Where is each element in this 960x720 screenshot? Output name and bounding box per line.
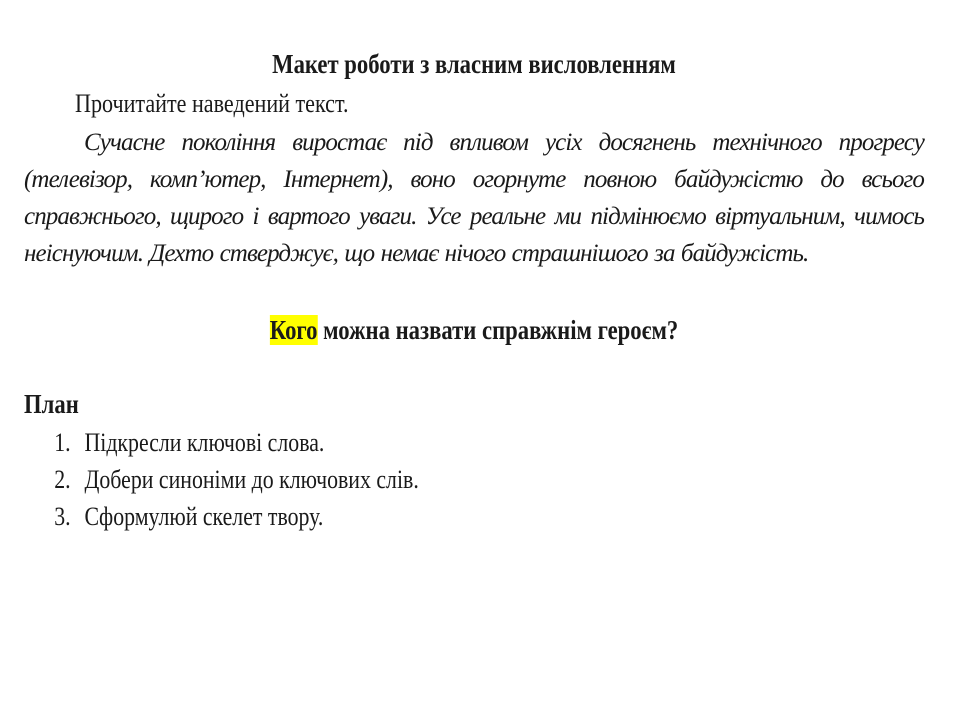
document-title: Макет роботи з власним висловленням <box>272 49 676 79</box>
question-heading <box>96 310 852 350</box>
plan-item-number: 1. <box>54 428 71 457</box>
plan-item <box>24 498 780 535</box>
intro-instruction: Прочитайте наведений текст. <box>75 89 349 118</box>
quote-text: Сучасне покоління виростає під впливом усіх досягнень технічного прогресу (телевізор, комп’ютер, Інтернет), воно огорнуте повною байдужістю до всього справжнього, щирого і вартого уваги. Усе реальне ми підмінюємо віртуальним, чимось неіснуючим. Дехто стверджує, що немає нічого страшнішого за байдужість. <box>24 129 924 267</box>
plan-item-text: Сформулюй скелет твору. <box>84 502 324 531</box>
plan-item-text: Добери синоніми до ключових слів. <box>84 465 419 494</box>
document-page <box>24 44 924 535</box>
question-rest: можна назвати справжнім героєм? <box>317 315 679 345</box>
plan-list <box>24 424 924 535</box>
plan-item <box>24 461 780 498</box>
highlighted-word: Кого <box>269 315 318 345</box>
plan-item-number: 3. <box>54 502 71 531</box>
plan-item-text: Підкресли ключові слова. <box>84 428 325 457</box>
plan-item-number: 2. <box>54 465 71 494</box>
plan-title: План <box>24 389 79 419</box>
plan-item <box>24 424 780 461</box>
